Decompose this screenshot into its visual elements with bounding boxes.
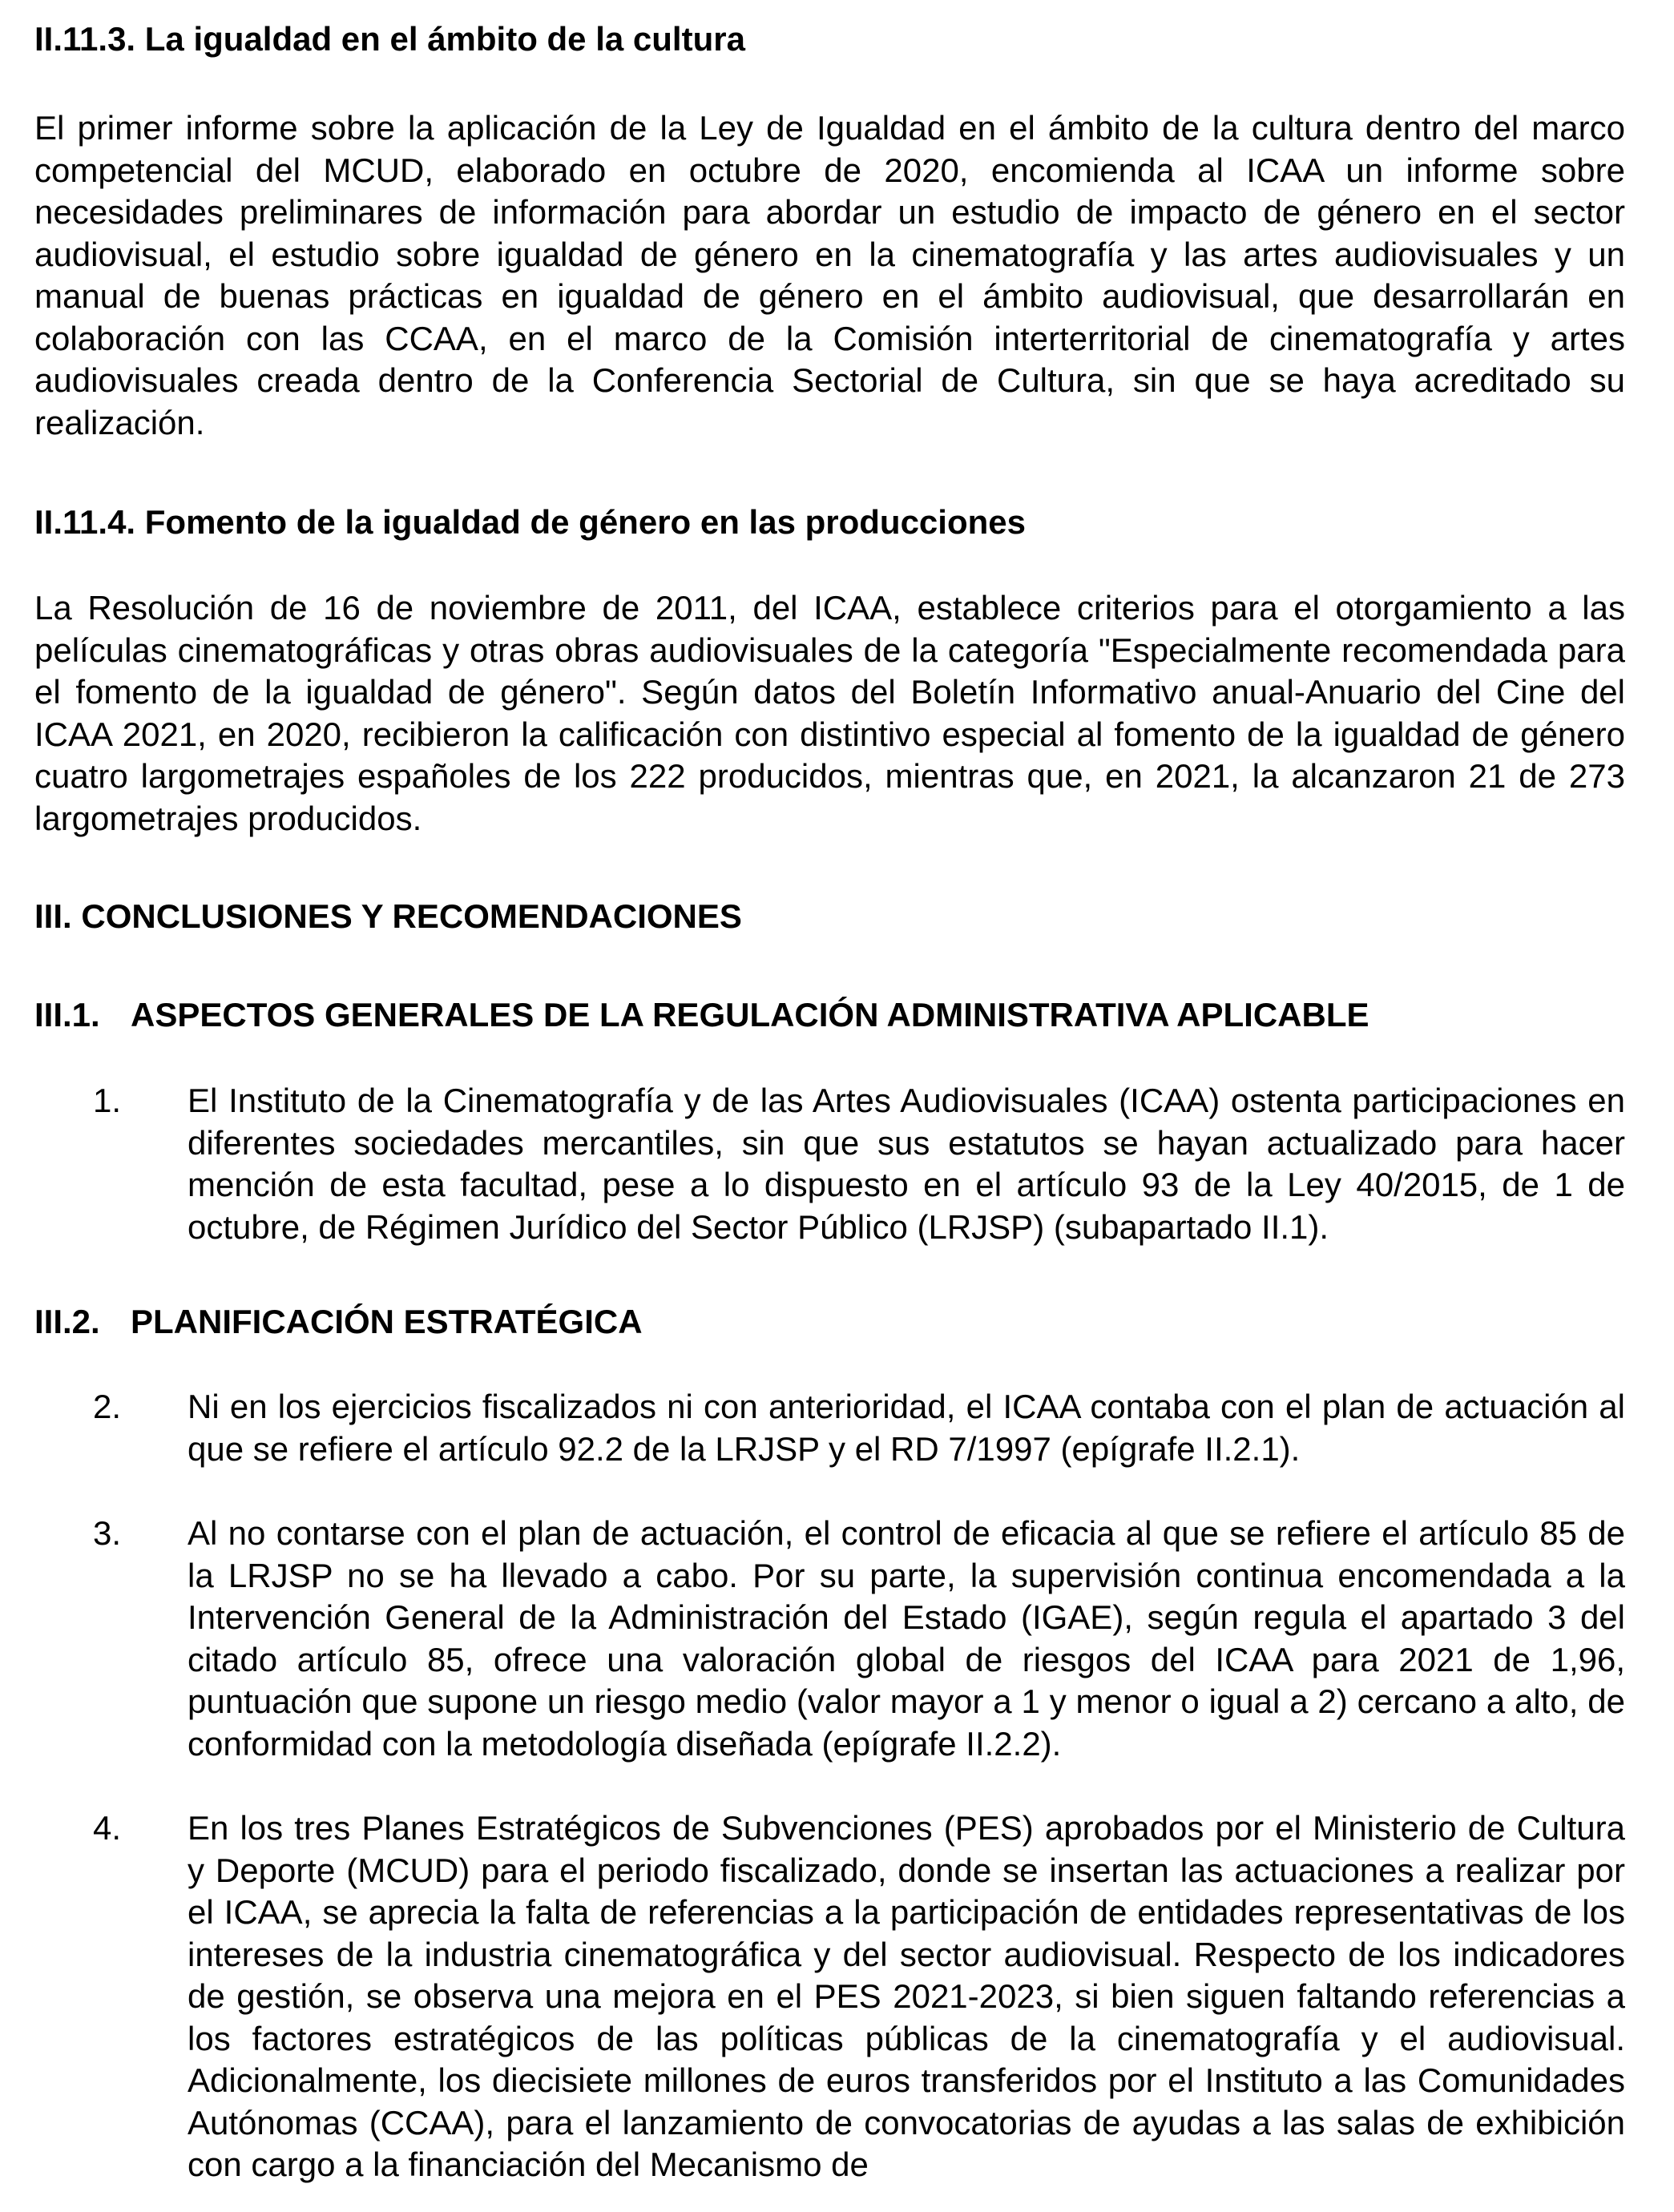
list-item	[93, 1080, 1625, 1248]
heading-iii-1	[34, 993, 1369, 1037]
list-item	[93, 1513, 1625, 1765]
heading-title: PLANIFICACIÓN ESTRATÉGICA	[131, 1303, 643, 1340]
list-item-text: Ni en los ejercicios fiscalizados ni con anterioridad, el ICAA contaba con el plan de actuación al que se refiere el artículo 92.2 de la LRJSP y el RD 7/1997 (epígrafe II.2.1).	[188, 1388, 1625, 1468]
heading-title: CONCLUSIONES Y RECOMENDACIONES	[81, 897, 742, 935]
list-item-number: 3.	[93, 1514, 122, 1552]
list-item	[93, 1807, 1625, 2186]
heading-ii-11-3	[34, 18, 745, 61]
heading-title: ASPECTOS GENERALES DE LA REGULACIÓN ADMINISTRATIVA APLICABLE	[131, 996, 1369, 1033]
heading-title: Fomento de la igualdad de género en las producciones	[144, 503, 1026, 541]
list-item-number: 4.	[93, 1809, 122, 1847]
heading-number: III.2.	[34, 1303, 100, 1340]
list-item-number: 2.	[93, 1388, 122, 1425]
heading-title: La igualdad en el ámbito de la cultura	[144, 20, 745, 58]
heading-number: III.	[34, 897, 72, 935]
heading-number: II.11.3.	[34, 20, 136, 58]
paragraph-ii-11-3: El primer informe sobre la aplicación de la Ley de Igualdad en el ámbito de la cultura dentro del marco competencial del MCUD, elaborado en octubre de 2020, encomienda al ICAA un informe sobre necesidades preliminares de información para abordar un estudio de impacto de género en el sector audiovisual, el estudio sobre igualdad de género en la cinematografía y las artes audiovisuales y un manual de buenas prácticas en igualdad de género en el ámbito audiovisual, que desarrollarán en colaboración con las CCAA, en el marco de la Comisión interterritorial de cinematografía y artes audiovisuales creada dentro de la Conferencia Sectorial de Cultura, sin que se haya acreditado su realización.	[34, 109, 1625, 441]
paragraph-ii-11-4: La Resolución de 16 de noviembre de 2011, del ICAA, establece criterios para el otorgamiento a las películas cinematográficas y otras obras audiovisuales de la categoría "Especialmente recomendada para el fomento de la igualdad de género". Según datos del Boletín Informativo anual-Anuario del Cine del ICAA 2021, en 2020, recibieron la calificación con distintivo especial al fomento de la igualdad de género cuatro largometrajes españoles de los 222 producidos, mientras que, en 2021, la alcanzaron 21 de 273 largometrajes producidos.	[34, 589, 1625, 837]
list-item-text: En los tres Planes Estratégicos de Subvenciones (PES) aprobados por el Ministerio de Cultura y Deporte (MCUD) para el periodo fiscalizado, donde se insertan las actuaciones a realizar por el ICAA, se aprecia la falta de referencias a la participación de entidades representativas de los intereses de la industria cinematográfica y del sector audiovisual. Respecto de los indicadores de gestión, se observa una mejora en el PES 2021-2023, si bien siguen faltando referencias a los factores estratégicos de las políticas públicas de la cinematografía y el audiovisual. Adicionalmente, los diecisiete millones de euros transferidos por el Instituto a las Comunidades Autónomas (CCAA), para el lanzamiento de convocatorias de ayudas a las salas de exhibición con cargo a la financiación del Mecanismo de	[188, 1809, 1625, 2183]
heading-number: III.1.	[34, 996, 100, 1033]
list-item-number: 1.	[93, 1082, 122, 1119]
heading-iii-2	[34, 1300, 643, 1344]
list-item-text: El Instituto de la Cinematografía y de las Artes Audiovisuales (ICAA) ostenta participaciones en diferentes sociedades mercantiles, sin que sus estatutos se hayan actualizado para hacer mención de esta facultad, pese a lo dispuesto en el artículo 93 de la Ley 40/2015, de 1 de octubre, de Régimen Jurídico del Sector Público (LRJSP) (subapartado II.1).	[188, 1082, 1625, 1246]
heading-ii-11-4	[34, 501, 1026, 544]
list-item	[93, 1386, 1625, 1470]
list-item-text: Al no contarse con el plan de actuación, el control de eficacia al que se refiere el artículo 85 de la LRJSP no se ha llevado a cabo. Por su parte, la supervisión continua encomendada a la Intervención General de la Administración del Estado (IGAE), según regula el apartado 3 del citado artículo 85, ofrece una valoración global de riesgos del ICAA para 2021 de 1,96, puntuación que supone un riesgo medio (valor mayor a 1 y menor o igual a 2) cercano a alto, de conformidad con la metodología diseñada (epígrafe II.2.2).	[188, 1514, 1625, 1763]
heading-iii-conclusions	[34, 895, 742, 938]
heading-number: II.11.4.	[34, 503, 136, 541]
